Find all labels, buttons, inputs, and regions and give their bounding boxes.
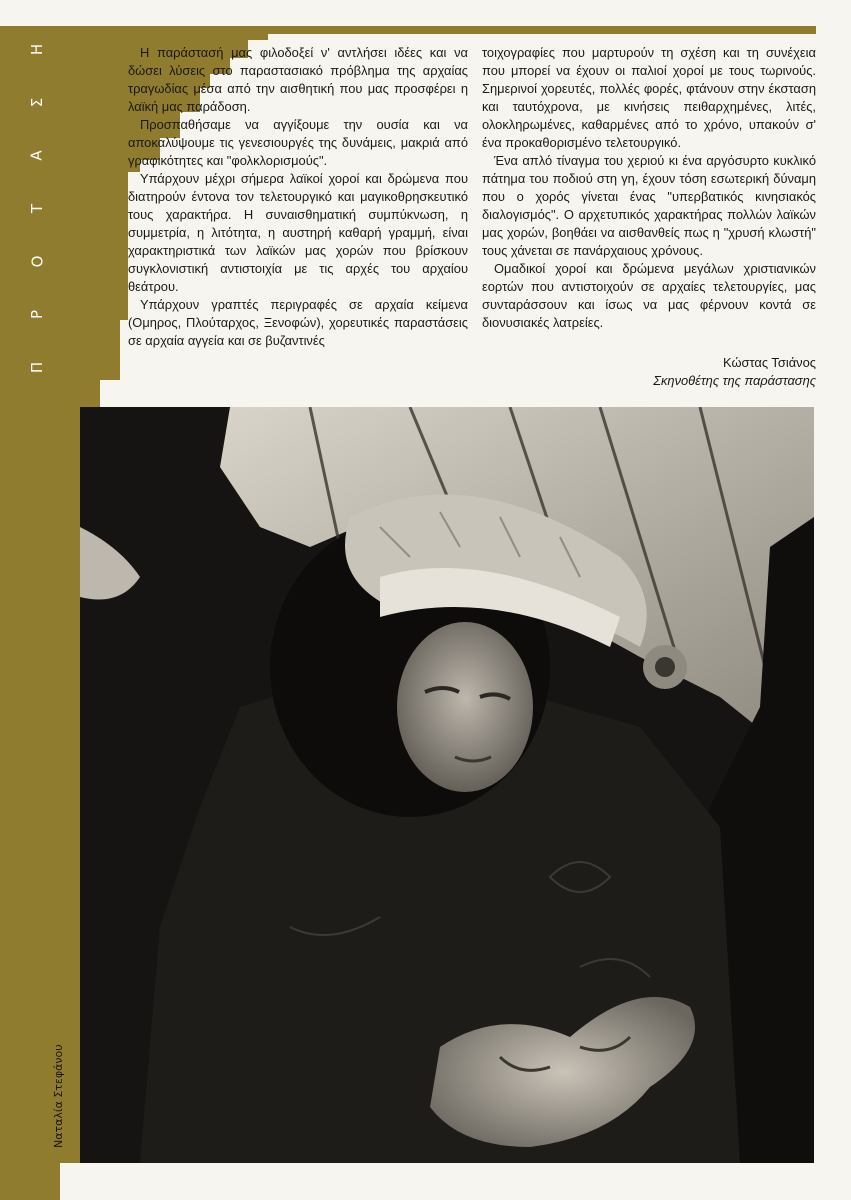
section-title-letter: Π <box>28 360 46 374</box>
signature-role: Σκηνοθέτης της παράστασης <box>653 373 816 388</box>
article-paragraph: Ένα απλό τίναγμα του χεριού κι ένα αργόσυρτο κυκλικό πάτημα του ποδιού στη γη, έχουν τόση εσωτερική δύναμη που ο χορός γίνεται ένας "υπερβατικός κινησιακός διαλογισμός". Ο αρχετυπικός χαρακτήρας πολλών λαϊκών μας χορών, βοηθάει να αισθανθείς πως η "χρυσή κλωστή" τους χάνεται σε πανάρχαιους χρόνους. <box>482 153 816 258</box>
article-left-column <box>128 44 468 350</box>
article-paragraph: Η παράστασή μας φιλοδοξεί ν' αντλήσει ιδέες και να δώσει λύσεις στο παραστασιακό πρόβλημα της αρχαίας τραγωδίας μέσα από την αισθητική που μας προσφέρει η λαϊκή μας παράδοση. <box>128 45 468 114</box>
signature <box>560 354 816 390</box>
section-title-letter: Α <box>27 149 46 161</box>
section-title-letter: Τ <box>27 202 46 214</box>
article-paragraph: Υπάρχουν μέχρι σήμερα λαϊκοί χοροί και δρώμενα που διατηρούν έντονα τον τελετουργικό και μαγικοθρησκευτικό τους χαρακτήρα. Η συναισθηματική συμπύκνωση, η συμμετρία, η λιτότητα, η αυστηρή καθαρή γραμμή, είναι χαρακτηριστικά των λαϊκών μας χορών που βρίσκουν συγκλονιστική αντιστοιχία με τις αρχές του αρχαίου θεάτρου. <box>128 171 468 294</box>
section-title <box>22 40 52 376</box>
signature-name: Κώστας Τσιάνος <box>723 355 816 370</box>
photo-credit <box>48 1030 70 1150</box>
article-right-column <box>482 44 816 332</box>
photo-credit-text: Ναταλία Στεφάνου <box>52 1044 65 1148</box>
article-paragraph: Προσπαθήσαμε να αγγίξουμε την ουσία και να αποκαλύψουμε τις γενεσιουργές της δυνάμεις, μακριά από γραφικότητες και "φολκλορισμούς". <box>128 117 468 168</box>
article-paragraph: τοιχογραφίες που μαρτυρούν τη σχέση και τη συνέχεια που μπορεί να έχουν οι παλιοί χοροί με τους τωρινούς. Σημερινοί χορευτές, πολλές φορές, φτάνουν στην έκσταση και ταυτόχρονα, με κινήσεις πειθαρχημένες, λιτές, ολοκληρωμένες, καθαρμένες από το χρόνο, υπακούν σ' ένα προκαθορισμένο τελετουργικό. <box>482 45 816 150</box>
article-paragraph: Ομαδικοί χοροί και δρώμενα μεγάλων χριστιανικών εορτών που αντιστοιχούν σε αρχαίες τελετουργίες, μας συνταράσσουν και ίσως να μας φέρνουν κοντά σε διονυσιακές λατρείες. <box>482 261 816 330</box>
section-title-letter: Ο <box>28 254 46 268</box>
performer-photo-drawing <box>80 407 814 1163</box>
section-title-letter: Σ <box>27 96 46 108</box>
section-title-letter: Η <box>28 42 46 56</box>
article-paragraph: Υπάρχουν γραπτές περιγραφές σε αρχαία κείμενα (Ομηρος, Πλούταρχος, Ξενοφών), χορευτικές παραστάσεις σε αρχαία αγγεία και σε βυζαντινές <box>128 297 468 348</box>
face <box>397 622 533 792</box>
performer-photo <box>80 407 814 1163</box>
section-title-letter: Ρ <box>27 308 46 320</box>
